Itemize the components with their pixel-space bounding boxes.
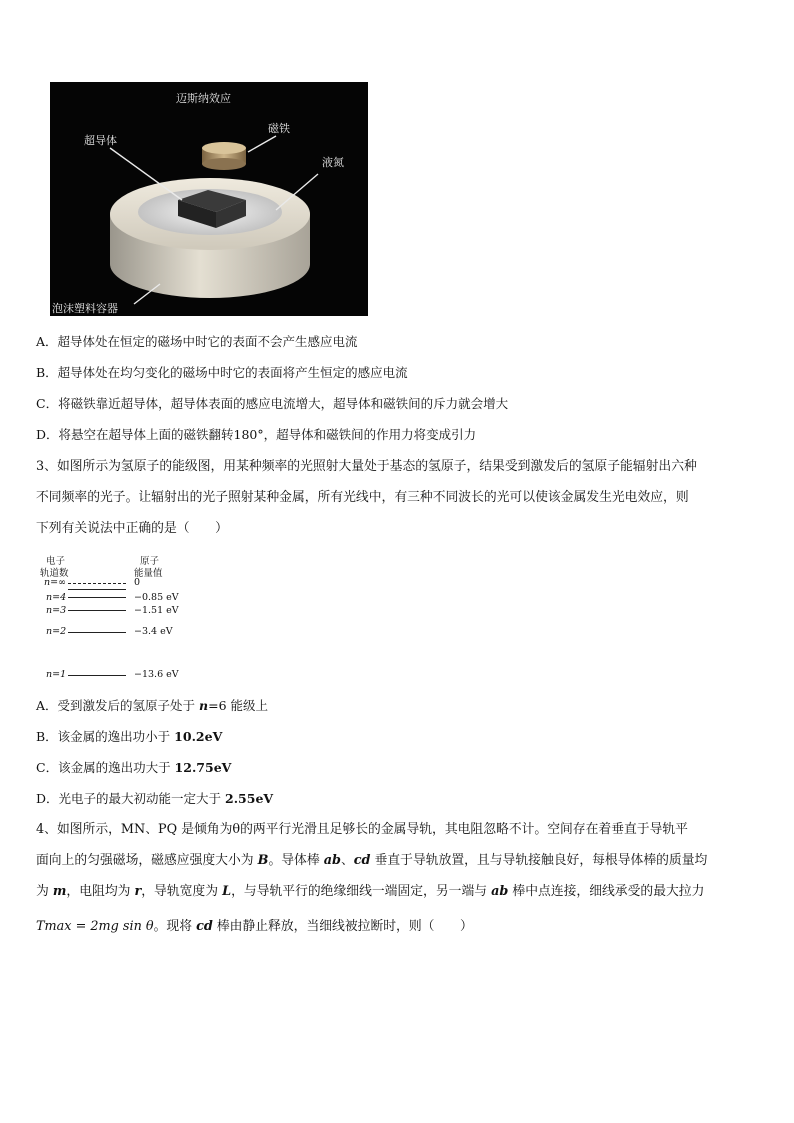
level-line-2 [68, 632, 126, 633]
level-energy-2: −3.4 eV [134, 626, 173, 637]
level-energy-1: −13.6 eV [134, 669, 179, 680]
col1-header-1: 电子 [46, 556, 66, 567]
q4-line1: 4、如图所示，MN、PQ 是倾角为θ的两平行光滑且足够长的金属导轨，其电阻忽略不计。空间存在着垂直于导轨平 [36, 822, 688, 837]
q3-stem-line3: 下列有关说法中正确的是（ ） [36, 521, 228, 536]
q3-option-a-n: n [199, 698, 209, 713]
q4-line3-d: ，与导轨平行的绝缘细线一端固定，另一端与 [231, 884, 492, 899]
q4-line4-b: 棒由静止释放，当细线被拉断时，则（ ） [212, 919, 473, 934]
q3-option-a [36, 697, 268, 715]
level-energy-3: −1.51 eV [134, 605, 179, 616]
q3-option-c-value: 12.75eV [174, 760, 232, 775]
q4-symbol-B: B [257, 853, 269, 868]
q4-line3-e: 棒中点连接，细线承受的最大拉力 [508, 884, 705, 899]
level-line-3 [68, 610, 126, 611]
q3-stem-line2: 不同频率的光子。让辐射出的光子照射某种金属，所有光线中，有三种不同波长的光可以使该金属发生光电效应，则 [36, 490, 689, 505]
label-superconductor: 超导体 [84, 134, 117, 147]
q4-symbol-cd-2: cd [196, 919, 213, 934]
q4-symbol-ab: ab [323, 853, 341, 868]
q4-line2 [36, 852, 707, 870]
q3-option-d-value: 2.55eV [225, 791, 274, 806]
q4-line3-c: ，导轨宽度为 [141, 884, 223, 899]
q4-symbol-r: r [134, 884, 142, 899]
q4-line3-b: ，电阻均为 [66, 884, 135, 899]
level-line-4 [68, 597, 126, 598]
q3-option-a-pre: A．受到激发后的氢原子处于 [36, 698, 200, 713]
q4-line4-a: 。现将 [153, 919, 197, 934]
q3-stem-line1: 3、如图所示为氢原子的能级图，用某种频率的光照射大量处于基态的氢原子，结果受到激发后的氢原子能辐射出六种 [36, 459, 697, 474]
q2-option-a: A．超导体处在恒定的磁场中时它的表面不会产生感应电流 [36, 334, 358, 349]
level-line-5 [68, 589, 126, 590]
q2-option-b: B．超导体处在均匀变化的磁场中时它的表面将产生恒定的感应电流 [36, 365, 408, 380]
label-magnet: 磁铁 [268, 122, 290, 135]
q4-line2-b: 。导体棒 [268, 853, 324, 868]
q4-tension-formula: Tmax = 2mg sin θ [36, 919, 154, 934]
q3-option-b-pre: B．该金属的逸出功小于 [36, 729, 175, 744]
q4-line2-d: 垂直于导轨放置，且与导轨接触良好，每根导体棒的质量均 [370, 853, 708, 868]
level-label-1: n=1 [46, 669, 67, 680]
energy-level-diagram [36, 553, 216, 683]
q4-symbol-L: L [222, 884, 232, 899]
q2-option-c: C．将磁铁靠近超导体，超导体表面的感应电流增大，超导体和磁铁间的斥力就会增大 [36, 396, 509, 411]
level-label-2: n=2 [46, 626, 67, 637]
level-line-1 [68, 675, 126, 676]
q3-option-b-value: 10.2eV [174, 729, 223, 744]
col2-header-2: 能量值 [134, 568, 163, 579]
level-energy-inf: 0 [134, 577, 141, 588]
q3-option-d [36, 790, 273, 808]
level-line-inf [68, 583, 126, 584]
q4-line4 [36, 918, 473, 936]
figure-title: 迈斯纳效应 [176, 92, 231, 105]
meissner-photo-drawing [50, 82, 368, 316]
label-foam-container: 泡沫塑料容器 [52, 302, 118, 315]
q4-line2-c: 、 [340, 853, 354, 868]
q4-symbol-m: m [52, 884, 67, 899]
level-label-3: n=3 [46, 605, 67, 616]
label-liquid-nitrogen: 液氮 [322, 156, 344, 169]
q3-option-d-pre: D．光电子的最大初动能一定大于 [36, 791, 225, 806]
level-energy-4: −0.85 eV [134, 592, 179, 603]
q4-line2-a: 面向上的匀强磁场，磁感应强度大小为 [36, 853, 258, 868]
q3-option-c [36, 759, 231, 777]
q4-line3 [36, 883, 704, 901]
level-label-inf: n=∞ [44, 577, 66, 588]
col1-header-2: 轨道数 [40, 568, 69, 579]
col2-header-1: 原子 [140, 556, 160, 567]
level-label-4: n=4 [46, 592, 67, 603]
q4-symbol-ab-2: ab [491, 884, 509, 899]
q3-option-c-pre: C．该金属的逸出功大于 [36, 760, 175, 775]
q4-symbol-cd: cd [353, 853, 371, 868]
q2-option-d: D．将悬空在超导体上面的磁铁翻转180°，超导体和磁铁间的作用力将变成引力 [36, 427, 477, 442]
q3-option-a-post: =6 能级上 [208, 698, 269, 713]
q4-line3-a: 为 [36, 884, 53, 899]
q3-option-b [36, 728, 222, 746]
meissner-effect-figure [50, 82, 368, 316]
